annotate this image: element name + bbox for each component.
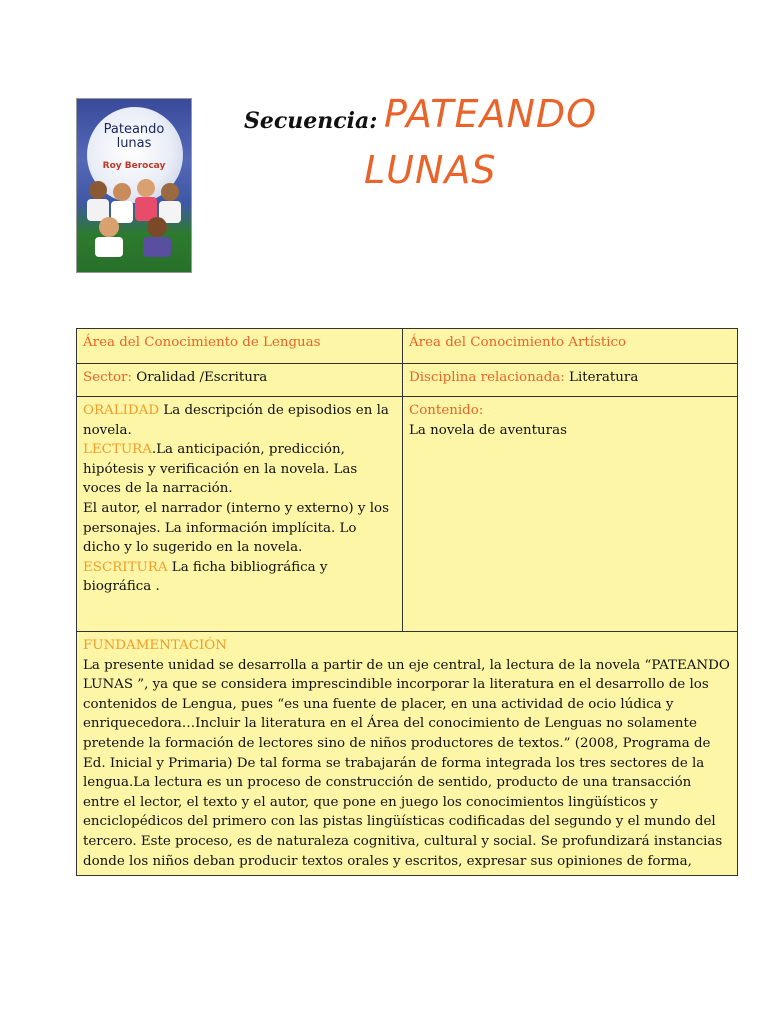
contenido-label: Contenido: [409,403,484,418]
book-cover [76,98,192,273]
cover-title-line1: Pateando [103,122,165,137]
disciplina-value: Literatura [564,370,639,385]
area-lenguas: Área del Conocimiento de Lenguas [83,335,321,350]
child-illustration [161,183,179,201]
area-lenguas-cell [77,329,403,364]
disciplina-label: Disciplina relacionada: [409,370,565,385]
contenido-text: La novela de aventuras [409,422,567,438]
cover-author: Roy Berocay [102,161,166,171]
child-illustration [143,237,171,257]
contenidos-lengua-cell [77,397,403,632]
lectura-text: .La anticipación, predicción, hipótesis y verificación en la novela. Las voces de la narración. [83,442,358,497]
planning-table [76,328,738,876]
fundamentacion-label: FUNDAMENTACIÓN [83,638,228,653]
sector-value: Oralidad /Escritura [131,370,268,385]
sector-label: Sector: [83,370,132,385]
lectura-label: LECTURA [83,442,152,458]
oralidad-label: ORALIDAD [83,403,160,418]
child-illustration [147,217,167,237]
cover-title [77,123,191,151]
table-row [77,632,738,876]
autor-text: El autor, el narrador (interno y externo) y los personajes. La información implícita. Lo dicho y lo sugerido en la novela. [83,500,389,556]
disciplina-cell [403,364,738,397]
escritura-text: La ficha bibliográfica y biográfica . [83,559,328,595]
contenido-cell [403,397,738,632]
table-row [77,397,738,632]
fundamentacion-text: La presente unidad se desarrolla a partir de un eje central, la lectura de la novela “PATEANDO LUNAS ”, ya que se considera imprescindible incorporar la literatura en el desarrollo de los contenidos de Lengua, pues “es una fuente de placer, en una actividad de ocio lúdica y enriquecedora…Incluir la literatura en el Área del conocimiento de Lenguas no solamente pretende la formación de lectores sino de niños productores de textos.” (2008, Programa de Ed. Inicial y Primaria) De tal forma se trabajarán de forma integrada los tres sectores de la lengua.La lectura es un proceso de construcción de sentido, producto de una transacción entre el lector, el texto y el autor, que pone en juego los conocimientos lingüísticos y enciclopédicos del primero con las pistas lingüísticas codificadas del segundo y el mundo del tercero. Este proceso, es de naturaleza cognitiva, cultural y social. Se profundizará instancias donde los niños deban producir textos orales y escritos, expresar sus opiniones de forma, [83,657,730,869]
child-illustration [99,217,119,237]
child-illustration [113,183,131,201]
child-illustration [89,181,107,199]
sequence-label: Secuencia: [244,108,378,134]
oralidad-text: La descripción de episodios en la novela. [83,403,389,438]
table-row [77,329,738,364]
fundamentacion-cell [77,632,738,876]
cover-title-line2: lunas [116,136,152,151]
child-illustration [95,237,123,257]
child-illustration [137,179,155,197]
sequence-title-line1: PATEANDO [384,92,598,136]
escritura-label: ESCRITURA [83,559,168,575]
sector-cell [77,364,403,397]
area-artistico-cell [403,329,738,364]
table-row [77,364,738,397]
sequence-title-line2: LUNAS [364,148,497,192]
area-artistico: Área del Conocimiento Artístico [409,335,627,350]
